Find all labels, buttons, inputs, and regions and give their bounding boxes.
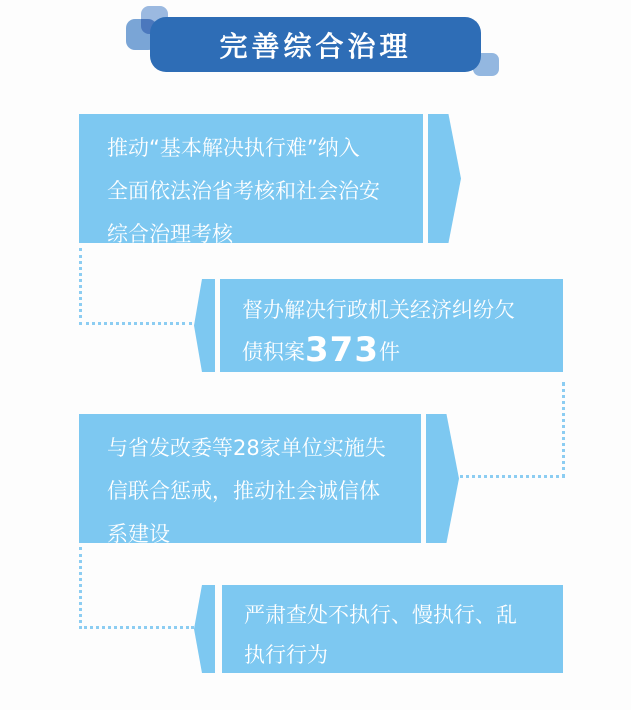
- dotted-connector-1: [79, 248, 192, 325]
- flow-box-3-line-3: 系建设: [107, 522, 170, 546]
- flow-box-1-line-3: 综合治理考核: [107, 222, 233, 246]
- flow-box-4-line-1: 严肃查处不执行、慢执行、乱: [244, 603, 517, 627]
- backlog-case-count: 373: [305, 330, 379, 370]
- dotted-connector-2: [455, 382, 565, 478]
- flow-box-3-line-1: 与省发改委等28家单位实施失: [107, 436, 386, 460]
- flow-box-4-line-2: 执行行为: [244, 643, 328, 667]
- chevron-left-icon: [194, 585, 215, 673]
- flow-box-3-line-2: 信联合惩戒，推动社会诚信体: [107, 479, 380, 503]
- flow-box-backlog-cases: [220, 279, 563, 372]
- title-banner: [150, 17, 481, 72]
- flow-box-2-line-2: [242, 330, 555, 372]
- flow-box-1-line-1: 推动“基本解决执行难”纳入: [107, 136, 360, 160]
- flow-box-joint-punishment: [79, 414, 421, 546]
- backlog-prefix: 债积案: [242, 340, 305, 364]
- backlog-suffix: 件: [378, 340, 400, 364]
- flow-box-investigate-violations: [222, 585, 563, 673]
- flow-box-2-line-1: 督办解决行政机关经济纠纷欠: [242, 298, 515, 322]
- flow-box-assessment: [79, 114, 423, 246]
- chevron-left-icon: [194, 279, 215, 372]
- page-title: 完善综合治理: [219, 29, 412, 63]
- chevron-right-icon: [428, 114, 461, 243]
- dotted-connector-3: [79, 547, 194, 629]
- flow-box-1-line-2: 全面依法治省考核和社会治安: [107, 179, 380, 203]
